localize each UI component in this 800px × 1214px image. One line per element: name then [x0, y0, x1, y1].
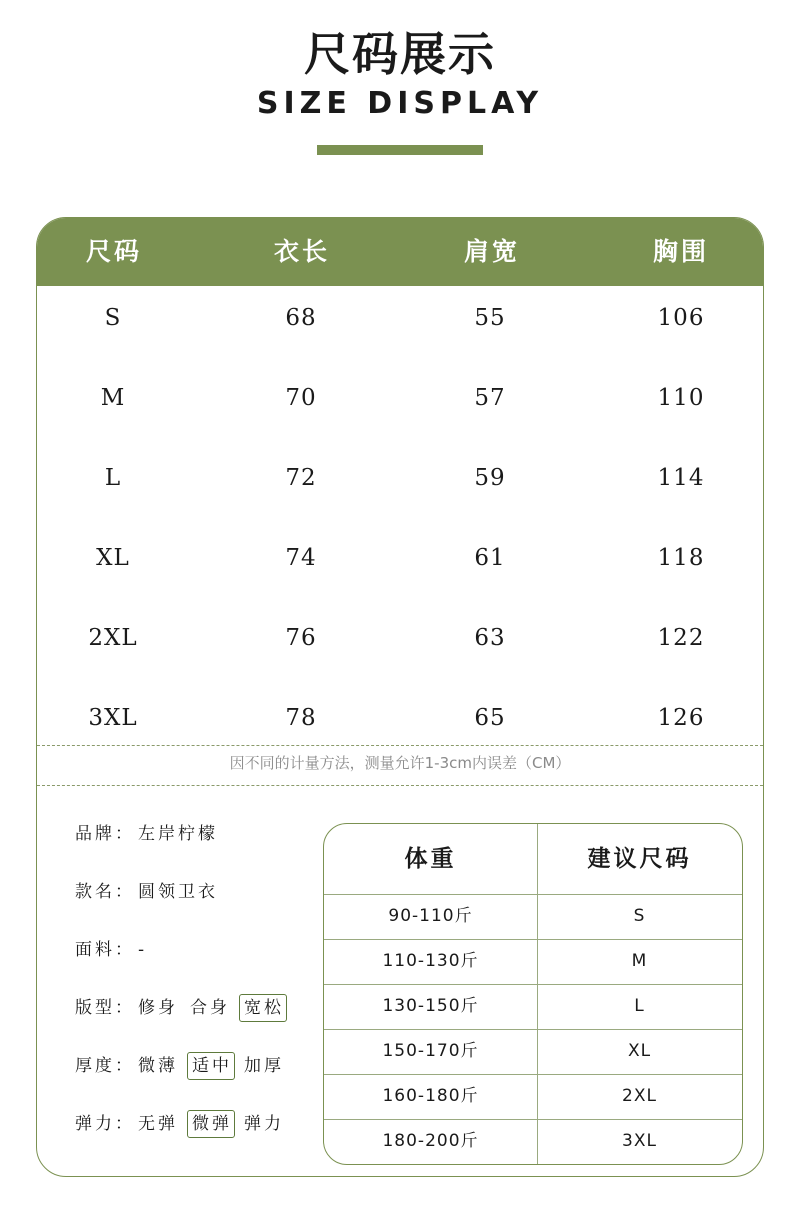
cell-length: 78: [285, 705, 317, 731]
attr-label: 款名：: [75, 882, 135, 902]
elasticity-option-stretch: 弹力: [244, 1114, 284, 1134]
attr-label: 版型：: [75, 998, 135, 1018]
suggested-size-cell: 3XL: [622, 1131, 657, 1151]
thickness-option-medium: 适中: [187, 1052, 235, 1080]
weight-cell: 180-200斤: [382, 1131, 479, 1151]
thickness-option-thin: 微薄: [138, 1056, 178, 1076]
weight-cell: 160-180斤: [382, 1086, 479, 1106]
attr-label: 面料：: [75, 940, 135, 960]
table-row: [37, 538, 763, 578]
cell-size: XL: [96, 545, 130, 571]
cell-length: 70: [285, 385, 317, 411]
weight-size-table: [323, 823, 743, 1165]
cell-length: 74: [285, 545, 317, 571]
attr-elasticity: [75, 1108, 293, 1140]
cell-shoulder: 57: [474, 385, 506, 411]
weight-cell: 90-110斤: [388, 906, 473, 926]
elasticity-option-slight: 微弹: [187, 1110, 235, 1138]
attr-label: 品牌：: [75, 824, 135, 844]
elasticity-option-none: 无弹: [138, 1114, 178, 1134]
size-table-header: [37, 218, 763, 286]
cell-shoulder: 65: [474, 705, 506, 731]
suggested-size-cell: M: [631, 951, 648, 971]
fit-option-loose: 宽松: [239, 994, 287, 1022]
col-header-chest: 胸围: [652, 237, 709, 266]
table-row: [37, 458, 763, 498]
cell-chest: 106: [657, 305, 705, 331]
cell-length: 72: [285, 465, 317, 491]
cell-size: 3XL: [88, 705, 138, 731]
attr-style-name: [75, 876, 227, 908]
measurement-note: 因不同的计量方法，测量允许1-3cm内误差（CM）: [229, 754, 571, 772]
suggested-size-cell: 2XL: [622, 1086, 657, 1106]
cell-shoulder: 61: [474, 545, 506, 571]
col-header-shoulder: 肩宽: [463, 237, 520, 266]
weight-cell: 150-170斤: [382, 1041, 479, 1061]
cell-size: L: [104, 465, 122, 491]
cell-chest: 110: [657, 385, 705, 411]
cell-chest: 122: [657, 625, 705, 651]
suggested-size-cell: L: [634, 996, 645, 1016]
fit-option-slim: 修身: [138, 998, 178, 1018]
attr-thickness: [75, 1050, 293, 1082]
cell-length: 76: [285, 625, 317, 651]
page-subtitle: SIZE DISPLAY: [256, 86, 544, 121]
thickness-option-thick: 加厚: [244, 1056, 284, 1076]
cell-chest: 114: [657, 465, 705, 491]
title-underline: [317, 145, 483, 155]
weight-cell: 110-130斤: [382, 951, 479, 971]
cell-size: M: [100, 385, 126, 411]
cell-chest: 118: [657, 545, 705, 571]
attr-fit: [75, 992, 293, 1024]
col-header-length: 衣长: [273, 237, 330, 266]
suggested-size-cell: XL: [627, 1041, 652, 1061]
attr-label: 弹力：: [75, 1114, 135, 1134]
weight-col-header: 体重: [404, 846, 457, 872]
col-header-size: 尺码: [85, 237, 142, 266]
page-title: 尺码展示: [304, 27, 496, 81]
attr-label: 厚度：: [75, 1056, 135, 1076]
cell-chest: 126: [657, 705, 705, 731]
cell-shoulder: 59: [474, 465, 506, 491]
attr-brand: [75, 818, 227, 850]
weight-cell: 130-150斤: [382, 996, 479, 1016]
table-row: [37, 618, 763, 658]
cell-shoulder: 63: [474, 625, 506, 651]
fit-option-regular: 合身: [190, 998, 230, 1018]
suggested-size-cell: S: [633, 906, 646, 926]
table-row: [37, 698, 763, 738]
size-card: [36, 217, 764, 1177]
suggested-size-col-header: 建议尺码: [587, 846, 692, 872]
cell-size: S: [104, 305, 122, 331]
table-row: [37, 378, 763, 418]
attr-value: 左岸柠檬: [138, 824, 218, 844]
attr-fabric: [75, 934, 156, 966]
cell-shoulder: 55: [474, 305, 506, 331]
attr-value: -: [138, 940, 148, 960]
cell-length: 68: [285, 305, 317, 331]
cell-size: 2XL: [88, 625, 138, 651]
divider: [37, 745, 763, 746]
attr-value: 圆领卫衣: [138, 882, 218, 902]
divider: [37, 785, 763, 786]
table-row: [37, 298, 763, 338]
